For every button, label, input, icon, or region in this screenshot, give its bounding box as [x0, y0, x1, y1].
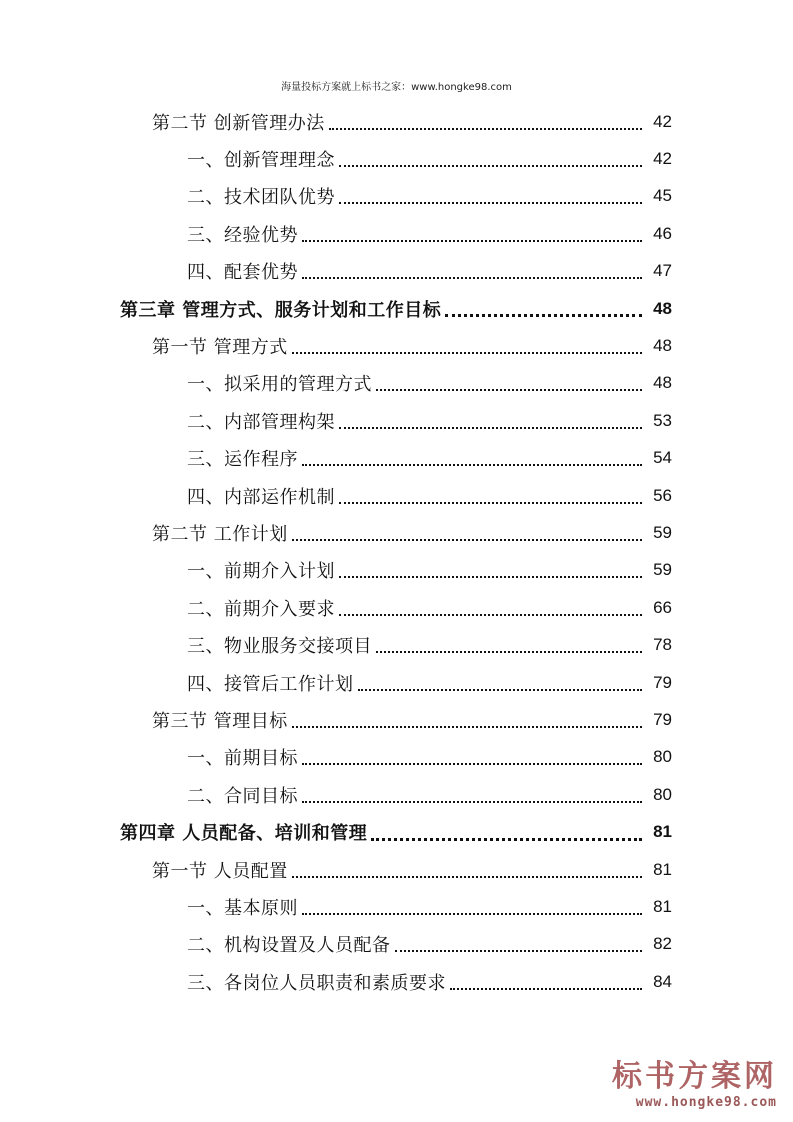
toc-leader-dots — [450, 974, 642, 990]
toc-entry-item[interactable] — [0, 365, 672, 402]
toc-leader-dots — [292, 525, 642, 541]
toc-leader-dots — [358, 675, 643, 691]
toc-entry-title: 二、合同目标 — [187, 785, 298, 807]
toc-entry-title: 二、内部管理构架 — [187, 411, 335, 433]
toc-entry-title: 一、前期介入计划 — [187, 561, 335, 583]
toc-leader-dots — [339, 562, 642, 578]
toc-entry-section[interactable] — [0, 103, 672, 140]
toc-entry-item[interactable] — [0, 402, 672, 439]
toc-leader-dots — [339, 600, 642, 616]
toc-leader-dots — [339, 151, 642, 167]
toc-entry-title: 第一节 人员配置 — [152, 860, 288, 882]
toc-entry-title: 四、接管后工作计划 — [187, 673, 354, 695]
toc-entry-item[interactable] — [0, 440, 672, 477]
toc-entry-title: 二、技术团队优势 — [187, 187, 335, 209]
toc-leader-dots — [339, 413, 642, 429]
toc-entry-title: 二、前期介入要求 — [187, 598, 335, 620]
toc-entry-section[interactable] — [0, 327, 672, 364]
toc-entry-title: 第三节 管理目标 — [152, 710, 288, 732]
toc-entry-page-number: 48 — [653, 373, 672, 393]
toc-leader-dots — [329, 114, 642, 130]
toc-leader-dots — [371, 824, 642, 841]
toc-entry-item[interactable] — [0, 664, 672, 701]
toc-entry-page-number: 46 — [653, 223, 672, 243]
toc-entry-title: 三、运作程序 — [187, 449, 298, 471]
toc-entry-page-number: 84 — [653, 971, 672, 991]
watermark-title: 标书方案网 — [612, 1059, 777, 1094]
toc-leader-dots — [339, 488, 642, 504]
toc-entry-chapter[interactable] — [0, 290, 672, 327]
watermark-logo — [612, 1051, 777, 1110]
toc-entry-title: 三、物业服务交接项目 — [187, 636, 372, 658]
toc-leader-dots — [302, 226, 642, 242]
toc-entry-section[interactable] — [0, 701, 672, 738]
toc-leader-dots — [292, 338, 642, 354]
watermark-url: www.hongke98.com — [635, 1095, 777, 1110]
toc-leader-dots — [302, 899, 642, 915]
toc-entry-title: 第一节 管理方式 — [152, 336, 288, 358]
toc-entry-page-number: 81 — [653, 859, 672, 879]
toc-entry-item[interactable] — [0, 215, 672, 252]
toc-entry-page-number: 82 — [653, 934, 672, 954]
toc-entry-page-number: 66 — [653, 597, 672, 617]
toc-entry-page-number: 59 — [653, 522, 672, 542]
toc-entry-item[interactable] — [0, 963, 672, 1000]
toc-entry-page-number: 80 — [653, 784, 672, 804]
toc-entry-page-number: 79 — [653, 672, 672, 692]
toc-leader-dots — [302, 749, 642, 765]
toc-entry-title: 一、基本原则 — [187, 897, 298, 919]
toc-entry-title: 四、配套优势 — [187, 262, 298, 284]
toc-leader-dots — [292, 712, 642, 728]
toc-entry-title: 第四章 人员配备、培训和管理 — [120, 823, 368, 845]
toc-entry-title: 三、经验优势 — [187, 224, 298, 246]
toc-entry-title: 第二节 创新管理办法 — [152, 112, 325, 134]
toc-leader-dots — [292, 862, 642, 878]
toc-entry-title: 第三章 管理方式、服务计划和工作目标 — [120, 299, 442, 321]
toc-entry-page-number: 42 — [653, 148, 672, 168]
toc-entry-item[interactable] — [0, 627, 672, 664]
toc-entry-page-number: 79 — [653, 709, 672, 729]
toc-entry-title: 一、创新管理理念 — [187, 149, 335, 171]
toc-entry-item[interactable] — [0, 178, 672, 215]
toc-entry-title: 一、前期目标 — [187, 748, 298, 770]
toc-entry-item[interactable] — [0, 776, 672, 813]
toc-entry-page-number: 54 — [653, 448, 672, 468]
toc-entry-page-number: 78 — [653, 635, 672, 655]
toc-leader-dots — [376, 637, 642, 653]
toc-entry-page-number: 59 — [653, 560, 672, 580]
toc-entry-title: 第二节 工作计划 — [152, 523, 288, 545]
toc-leader-dots — [302, 263, 642, 279]
toc-entry-chapter[interactable] — [0, 814, 672, 851]
toc-entry-item[interactable] — [0, 589, 672, 626]
toc-leader-dots — [376, 375, 642, 391]
toc-leader-dots — [339, 188, 642, 204]
toc-entry-title: 三、各岗位人员职责和素质要求 — [187, 972, 446, 994]
toc-entry-section[interactable] — [0, 514, 672, 551]
toc-entry-page-number: 42 — [653, 111, 672, 131]
toc-entry-page-number: 56 — [653, 485, 672, 505]
toc-entry-title: 二、机构设置及人员配备 — [187, 935, 391, 957]
toc-entry-item[interactable] — [0, 477, 672, 514]
toc-entry-item[interactable] — [0, 926, 672, 963]
toc-entry-page-number: 47 — [653, 261, 672, 281]
toc-leader-dots — [395, 936, 643, 952]
toc-entry-title: 一、拟采用的管理方式 — [187, 374, 372, 396]
toc-entry-page-number: 81 — [653, 896, 672, 916]
toc-entry-page-number: 45 — [653, 186, 672, 206]
toc-entry-page-number: 48 — [653, 335, 672, 355]
toc-entry-page-number: 48 — [653, 298, 672, 318]
toc-entry-item[interactable] — [0, 888, 672, 925]
toc-leader-dots — [302, 450, 642, 466]
toc-entry-item[interactable] — [0, 552, 672, 589]
toc-leader-dots — [445, 300, 642, 317]
toc-leader-dots — [302, 787, 642, 803]
toc-entry-item[interactable] — [0, 253, 672, 290]
toc-entry-page-number: 80 — [653, 747, 672, 767]
toc-entry-title: 四、内部运作机制 — [187, 486, 335, 508]
toc-entry-item[interactable] — [0, 140, 672, 177]
toc-entry-page-number: 81 — [653, 822, 672, 842]
toc-entry-page-number: 53 — [653, 410, 672, 430]
toc-entry-section[interactable] — [0, 851, 672, 888]
toc-entry-item[interactable] — [0, 739, 672, 776]
page-header: 海量投标方案就上标书之家：www.hongke98.com — [281, 82, 512, 93]
